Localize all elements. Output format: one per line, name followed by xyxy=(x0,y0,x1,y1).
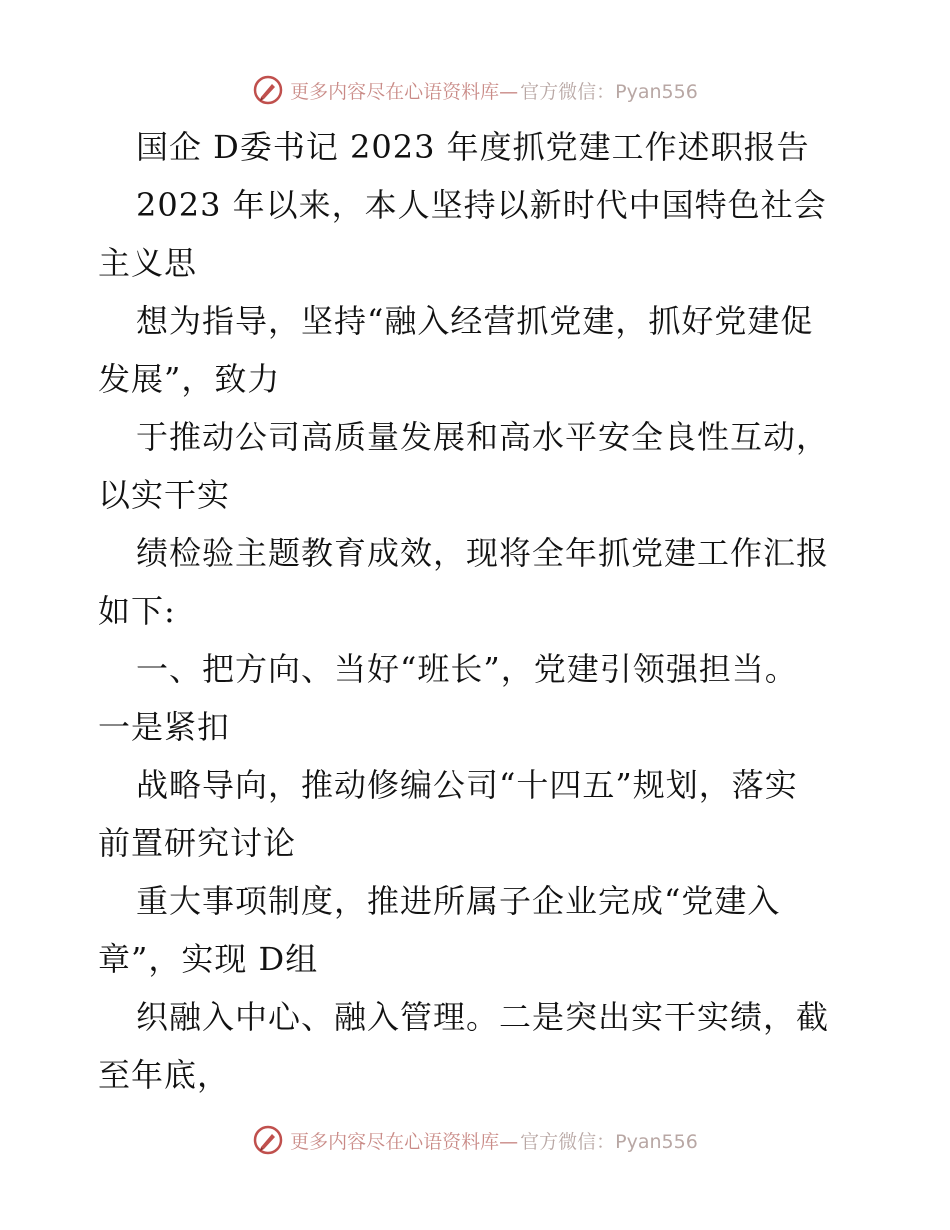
document-body xyxy=(98,118,858,1104)
text-line: 前置研究讨论 xyxy=(98,824,297,862)
watermark-contact: 官方微信：Pyan556 xyxy=(520,1130,698,1153)
watermark-text: 更多内容尽在心语资料库— xyxy=(290,80,519,103)
text-line: 如下: xyxy=(98,592,176,630)
text-line: 绩检验主题教育成效，现将全年抓党建工作汇报 xyxy=(136,534,830,572)
text-line: 一、把方向、当好“班长”，党建引领强担当。 xyxy=(136,650,798,688)
pen-logo-icon xyxy=(252,74,284,106)
watermark-contact: 官方微信：Pyan556 xyxy=(520,80,698,103)
text-line: 国企 D委书记 2023 年度抓党建工作述职报告 xyxy=(136,128,810,166)
watermark-footer xyxy=(0,1120,950,1160)
text-line: 以实干实 xyxy=(98,476,231,514)
text-line: 主义思 xyxy=(98,244,198,282)
text-line: 重大事项制度，推进所属子企业完成“党建入 xyxy=(136,882,781,920)
text-line: 发展”，致力 xyxy=(98,360,281,398)
text-line: 至年底， xyxy=(98,1056,231,1094)
text-line: 战略导向，推动修编公司“十四五”规划，落实 xyxy=(136,766,798,804)
pen-logo-icon xyxy=(252,1124,284,1156)
text-line: 2023 年以来，本人坚持以新时代中国特色社会 xyxy=(136,186,827,224)
watermark-header xyxy=(0,70,950,110)
text-line: 于推动公司高质量发展和高水平安全良性互动， xyxy=(136,418,830,456)
text-line: 章”，实现 D组 xyxy=(98,940,319,978)
text-line: 织融入中心、融入管理。二是突出实干实绩，截 xyxy=(136,998,830,1036)
text-line: 想为指导，坚持“融入经营抓党建，抓好党建促 xyxy=(136,302,814,340)
text-line: 一是紧扣 xyxy=(98,708,231,746)
watermark-text: 更多内容尽在心语资料库— xyxy=(290,1130,519,1153)
